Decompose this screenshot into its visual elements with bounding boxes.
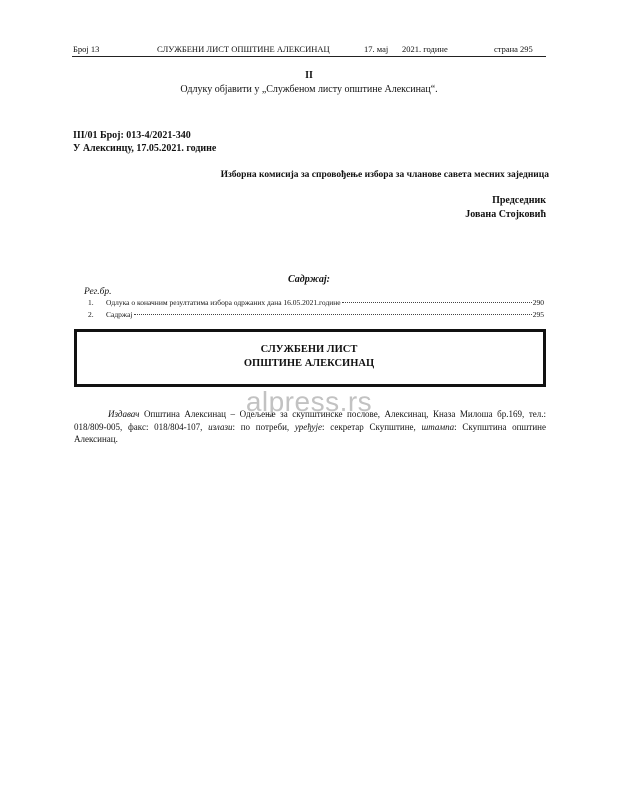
frequency-label: излази xyxy=(208,421,233,432)
toc-item-number: 1. xyxy=(88,298,94,307)
president-title: Председник xyxy=(492,195,546,206)
watermark: alpress.rs xyxy=(245,386,373,417)
reference-place-date: У Алексинцу, 17.05.2021. године xyxy=(73,143,217,154)
header-date-year: 2021. године xyxy=(402,44,448,54)
toc-item xyxy=(88,298,544,307)
gazette-banner-line1: СЛУЖБЕНИ ЛИСТ xyxy=(260,344,358,355)
toc-item-text: Одлука о коначним резултатима избора одржаних дана 16.05.2021.године xyxy=(106,298,341,307)
header-rule xyxy=(72,56,546,57)
publisher-label: Издавач xyxy=(108,409,140,419)
printer-text: : Скупштина општине Алексинац. xyxy=(74,421,546,444)
header-date-day: 17. мај xyxy=(364,44,389,54)
publisher-text: Општина Алексинац – Одељење за скупштинске послове, Алексинац, Кназа Милоша бр.169, тел.: 018/809-005, факс: 018/804-107, xyxy=(74,409,546,432)
commission-name: Изборна комисија за спровођење избора за чланове савета месних заједница xyxy=(220,170,549,180)
toc-item-page: 295 xyxy=(532,310,544,319)
section-text: Одлуку објавити у „Службеном листу општине Алексинац“. xyxy=(180,84,438,95)
toc-leader-dots xyxy=(134,314,532,315)
reference-number: III/01 Број: 013-4/2021-340 xyxy=(73,130,191,141)
gazette-banner-line2: ОПШТИНЕ АЛЕКСИНАЦ xyxy=(243,358,375,369)
editor-label: уређује xyxy=(294,421,323,432)
header-page-number: страна 295 xyxy=(494,44,533,54)
publisher-info xyxy=(74,408,546,446)
president-name: Јована Стојковић xyxy=(465,209,546,220)
toc-leader-dots xyxy=(342,302,532,303)
toc-title: Садржај: xyxy=(288,274,330,285)
printer-label: штампа xyxy=(421,421,455,432)
toc-reg-label: Рег.бр. xyxy=(84,287,112,297)
frequency-text: : по потреби, xyxy=(232,421,295,432)
toc-item-page: 290 xyxy=(532,298,544,307)
toc-item-text: Садржај xyxy=(106,310,133,319)
toc-item-number: 2. xyxy=(88,310,94,319)
editor-text: : секретар Скупштине, xyxy=(322,421,422,432)
header-gazette-title: СЛУЖБЕНИ ЛИСТ ОПШТИНЕ АЛЕКСИНАЦ xyxy=(157,44,330,54)
header-issue: Број 13 xyxy=(73,44,100,54)
toc-item xyxy=(88,310,544,319)
section-number: II xyxy=(305,70,313,81)
